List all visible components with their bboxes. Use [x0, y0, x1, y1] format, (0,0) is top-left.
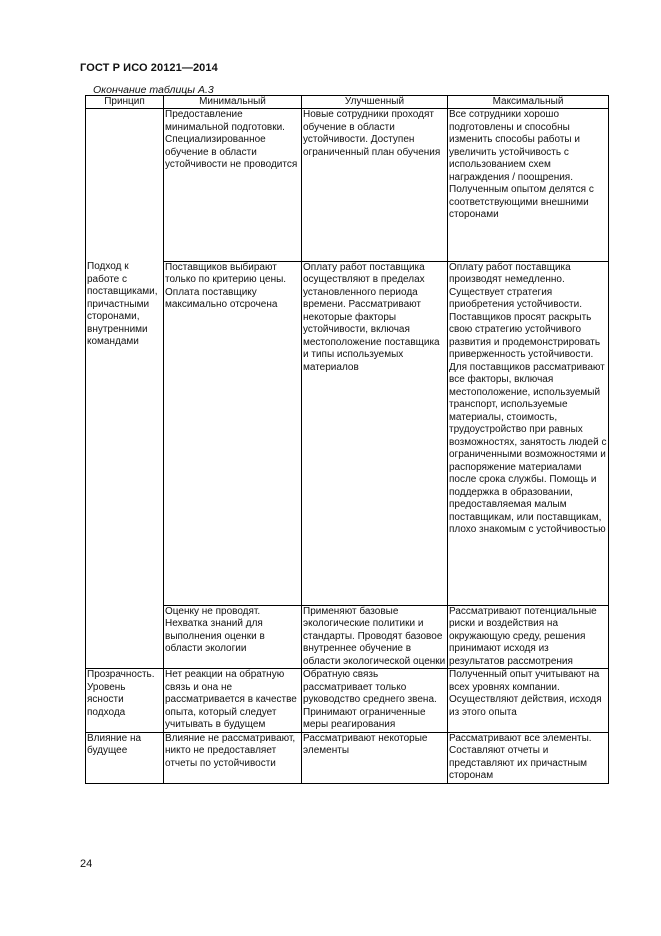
cell-maximal: Оплату работ поставщика производят немедленно. Существует стратегия приобретения устойчивости. Поставщиков просят раскрыть свою стратегию устойчивого развития и продемонстрировать приверженность устойчивости. Для поставщиков рассматривают все факторы, включая местоположение, используемый транспорт, используемые материалы, стоимость, трудоустройство при равных возможностях, занятость людей с ограниченными возможностями и распоряжение материалами после срока службы. Помощь и поддержка в образовании, предоставляемая малым поставщикам, или поставщикам, плохо знакомым с устойчивостью [448, 261, 609, 605]
cell-principle: Подход к работе с поставщиками, причастными сторонами, внутренними командами [86, 261, 164, 605]
cell-minimal: Поставщиков выбирают только по критерию цены. Оплата поставщику максимально отсрочена [164, 261, 302, 605]
cell-improved: Обратную связь рассматривает только руководство среднего звена. Принимают ограниченные меры реагирования [302, 669, 448, 733]
cell-principle [86, 109, 164, 262]
cell-minimal: Предоставление минимальной подготовки. Специализированное обучение в области устойчивости не проводится [164, 109, 302, 262]
cell-principle: Влияние на будущее [86, 732, 164, 783]
cell-maximal: Рассматривают все элементы. Составляют отчеты и представляют их причастным сторонам [448, 732, 609, 783]
cell-principle: Прозрачность. Уровень ясности подхода [86, 669, 164, 733]
header-principle: Принцип [86, 96, 164, 109]
table-row [86, 605, 609, 669]
header-minimal: Минимальный [164, 96, 302, 109]
header-maximal: Максимальный [448, 96, 609, 109]
cell-principle [86, 605, 164, 669]
cell-minimal: Оценку не проводят. Нехватка знаний для выполнения оценки в области экологии [164, 605, 302, 669]
table-row [86, 732, 609, 783]
document-id: ГОСТ Р ИСО 20121—2014 [80, 62, 218, 74]
table-header-row [86, 96, 609, 109]
cell-maximal: Все сотрудники хорошо подготовлены и способны изменить способы работы и увеличить устойчивость с использованием схем награждения / поощрения. Полученным опытом делятся с соответствующими внешними сторонами [448, 109, 609, 262]
cell-minimal: Нет реакции на обратную связь и она не рассматривается в качестве опыта, который следует учитывать в будущем [164, 669, 302, 733]
table-row [86, 669, 609, 733]
header-improved: Улучшенный [302, 96, 448, 109]
cell-improved: Оплату работ поставщика осуществляют в пределах установленного периода времени. Рассматривают некоторые факторы устойчивости, включая местоположение поставщика и типы используемых материалов [302, 261, 448, 605]
cell-minimal: Влияние не рассматривают, никто не предоставляет отчеты по устойчивости [164, 732, 302, 783]
table-caption: Окончание таблицы А.3 [93, 84, 214, 96]
table [85, 95, 609, 784]
cell-maximal: Рассматривают потенциальные риски и воздействия на окружающую среду, решения принимают исходя из результатов рассмотрения [448, 605, 609, 669]
table-row [86, 261, 609, 605]
cell-improved: Рассматривают некоторые элементы [302, 732, 448, 783]
page-number: 24 [80, 858, 93, 870]
cell-improved: Новые сотрудники проходят обучение в области устойчивости. Доступен ограниченный план обучения [302, 109, 448, 262]
cell-improved: Применяют базовые экологические политики и стандарты. Проводят базовое внутреннее обучение в области экологической оценки [302, 605, 448, 669]
table-row [86, 109, 609, 262]
cell-maximal: Полученный опыт учитывают на всех уровнях компании. Осуществляют действия, исходя из этого опыта [448, 669, 609, 733]
